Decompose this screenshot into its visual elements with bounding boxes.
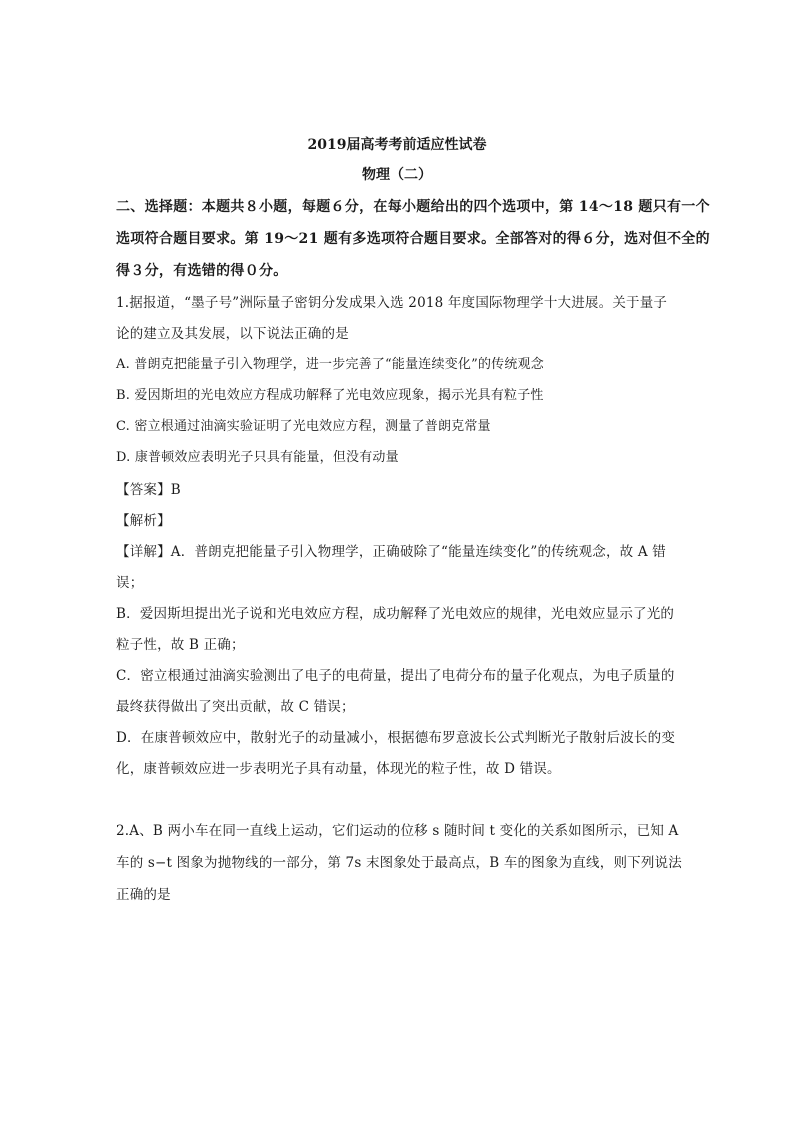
question1-detail-line: 误； [116, 575, 144, 591]
question1-detail-line: C．密立根通过油滴实验测出了电子的电荷量，提出了电荷分布的量子化观点，为电子质量的 [116, 668, 675, 684]
question1-answer: 【答案】B [116, 482, 181, 498]
question1-detail-line: D．在康普顿效应中，散射光子的动量减小，根据德布罗意波长公式判断光子散射后波长的变 [116, 730, 676, 746]
question2-stem-line: 2.A、B 两小车在同一直线上运动，它们运动的位移 s 随时间 t 变化的关系如图所示，已知 A [116, 823, 679, 839]
question2-stem-line: 正确的是 [116, 887, 171, 903]
question1-option-a: A. 普朗克把能量子引入物理学，进一步完善了“能量连续变化”的传统观念 [116, 357, 544, 372]
question1-stem-line: 论的建立及其发展，以下说法正确的是 [116, 326, 349, 342]
question2-stem-line: 车的 s−t 图象为抛物线的一部分，第 7s 末图象处于最高点，B 车的图象为直线，则下列说法 [116, 855, 682, 871]
question1-detail-line: 粒子性，故 B 正确； [116, 637, 245, 653]
question1-option-c: C. 密立根通过油滴实验证明了光电效应方程，测量了普朗克常量 [116, 419, 491, 434]
question1-analysis-label: 【解析】 [116, 513, 171, 529]
section-heading-line: 选项符合题目要求。第 19～21 题有多选项符合题目要求。全部答对的得６分，选对但不全的 [116, 231, 710, 247]
section-heading-line: 得３分，有选错的得０分。 [116, 263, 288, 279]
question1-detail-line: 【详解】A．普朗克把能量子引入物理学，正确破除了“能量连续变化”的传统观念，故 A 错 [116, 544, 666, 560]
question1-option-b: B. 爱因斯坦的光电效应方程成功解释了光电效应现象，揭示光具有粒子性 [116, 388, 544, 403]
question1-option-d: D. 康普顿效应表明光子只具有能量，但没有动量 [116, 450, 399, 465]
question1-detail-line: 化，康普顿效应进一步表明光子具有动量，体现光的粒子性，故 D 错误。 [116, 761, 561, 777]
exam-subtitle: 物理（二） [362, 167, 432, 183]
question1-detail-line: B．爱因斯坦提出光子说和光电效应方程，成功解释了光电效应的规律，光电效应显示了光的 [116, 606, 675, 622]
section-heading-line: 二、选择题：本题共８小题，每题６分，在每小题给出的四个选项中，第 14～18 题只有一个 [116, 199, 710, 215]
question1-detail-line: 最终获得做出了突出贡献，故 C 错误； [116, 699, 355, 715]
question1-stem-line: 1.据报道，“墨子号”洲际量子密钥分发成果入选 2018 年度国际物理学十大进展。关于量子 [116, 295, 668, 311]
exam-title: 2019届高考考前适应性试卷 [307, 137, 487, 153]
